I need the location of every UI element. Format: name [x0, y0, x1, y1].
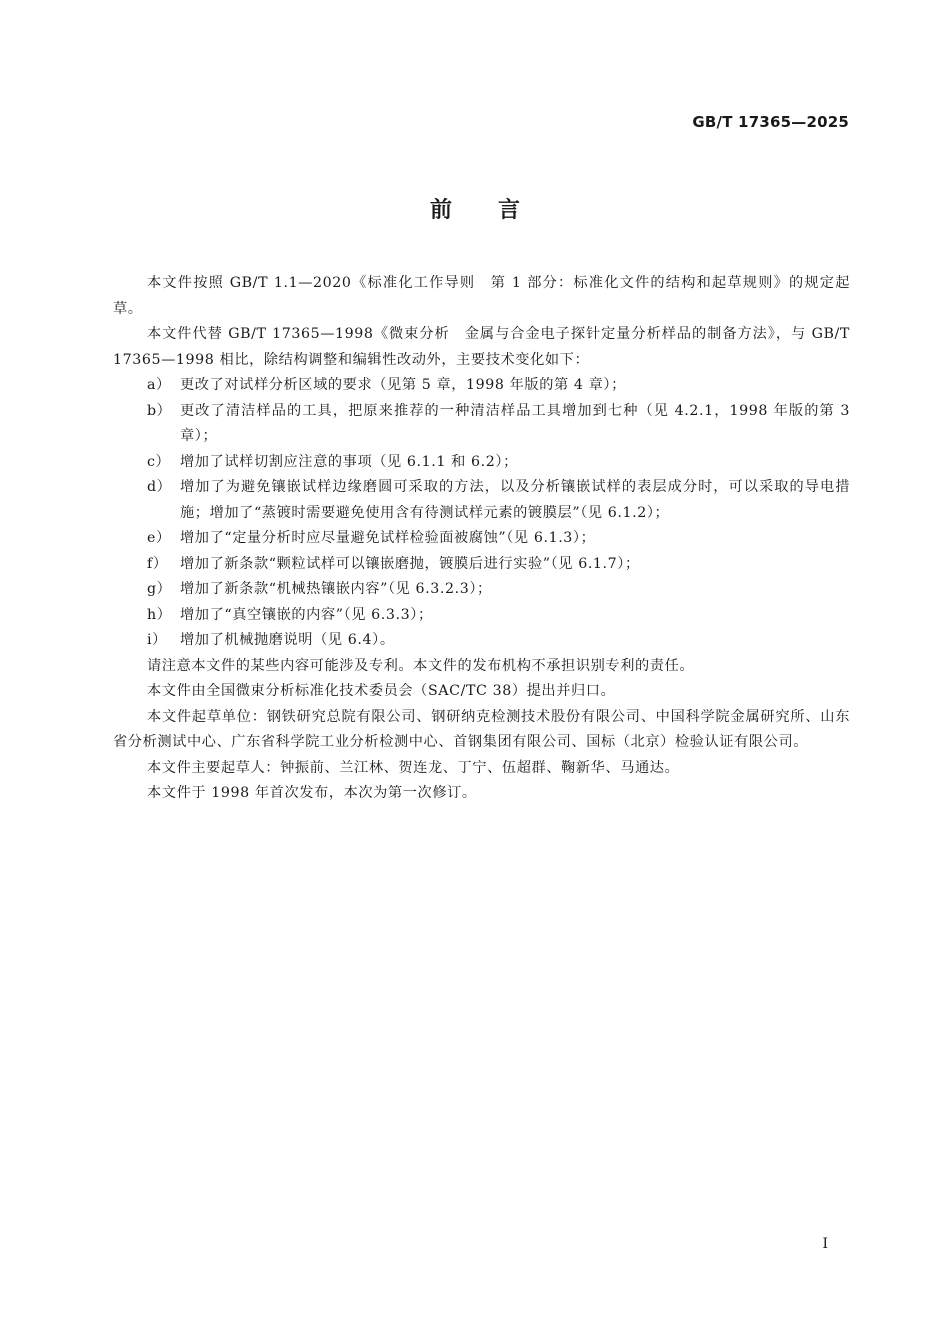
- change-item: [113, 475, 850, 526]
- change-item: [113, 577, 850, 603]
- change-item-label: g）: [147, 581, 172, 597]
- change-item: [113, 552, 850, 578]
- change-item-label: c）: [147, 453, 171, 470]
- change-item-text: 增加了试样切割应注意的事项（见 6.1.1 和 6.2）；: [180, 453, 518, 470]
- paragraph-replacement: 本文件代替 GB/T 17365—1998《微束分析 金属与合金电子探针定量分析样品的制备方法》，与 GB/T 17365—1998 相比，除结构调整和编辑性改动外，主要技术变化如下：: [113, 326, 850, 368]
- change-item: [113, 526, 850, 552]
- page-title: 前言: [429, 198, 566, 223]
- change-item-label: d）: [147, 479, 172, 495]
- paragraph-committee: 本文件由全国微束分析标准化技术委员会（SAC/TC 38）提出并归口。: [147, 683, 616, 699]
- change-item-label: i）: [147, 632, 167, 648]
- change-item-text: 更改了对试样分析区域的要求（见第 5 章，1998 年版的第 4 章）；: [180, 377, 626, 393]
- change-item-text: 增加了新条款“机械热镶嵌内容”（见 6.3.2.3）；: [180, 581, 492, 597]
- change-item: [113, 603, 850, 629]
- change-item-text: 更改了清洁样品的工具，把原来推荐的一种清洁样品工具增加到七种（见 4.2.1，1998 年版的第 3 章）；: [180, 402, 850, 444]
- change-item-text: 增加了“定量分析时应尽量避免试样检验面被腐蚀”（见 6.1.3）；: [180, 530, 596, 546]
- foreword-body: [113, 271, 850, 807]
- change-item: [113, 373, 850, 399]
- page-number: I: [822, 1236, 828, 1252]
- paragraph-history: 本文件于 1998 年首次发布，本次为第一次修订。: [147, 785, 477, 801]
- change-item-label: b）: [147, 402, 172, 419]
- change-item-text: 增加了机械抛磨说明（见 6.4）。: [180, 632, 395, 648]
- change-item: [113, 450, 850, 476]
- paragraph-drafting-units: 本文件起草单位：钢铁研究总院有限公司、钢研纳克检测技术股份有限公司、中国科学院金属研究所、山东省分析测试中心、广东省科学院工业分析检测中心、首钢集团有限公司、国标（北京）检验认证有限公司。: [113, 708, 850, 750]
- change-item-label: h）: [147, 606, 172, 623]
- paragraph-drafting-rules: 本文件按照 GB/T 1.1—2020《标准化工作导则 第 1 部分：标准化文件的结构和起草规则》的规定起草。: [113, 275, 850, 317]
- change-item: [113, 628, 850, 654]
- change-item-label: e）: [147, 530, 171, 546]
- change-item-label: f）: [147, 555, 168, 572]
- change-item-label: a）: [147, 377, 171, 393]
- change-item-text: 增加了为避免镶嵌试样边缘磨圆可采取的方法，以及分析镶嵌试样的表层成分时，可以采取的导电措施；增加了“蒸镀时需要避免使用含有待测试样元素的镀膜层”（见 6.1.2）；: [180, 479, 850, 521]
- change-item-text: 增加了新条款“颗粒试样可以镶嵌磨抛，镀膜后进行实验”（见 6.1.7）；: [180, 555, 640, 572]
- paragraph-patent-notice: 请注意本文件的某些内容可能涉及专利。本文件的发布机构不承担识别专利的责任。: [147, 657, 695, 674]
- standard-number: GB/T 17365—2025: [692, 113, 849, 131]
- change-item: [113, 399, 850, 450]
- change-item-text: 增加了“真空镶嵌的内容”（见 6.3.3）；: [180, 606, 433, 623]
- paragraph-drafters: 本文件主要起草人：钟振前、兰江林、贺连龙、丁宁、伍超群、鞠新华、马通达。: [147, 759, 680, 776]
